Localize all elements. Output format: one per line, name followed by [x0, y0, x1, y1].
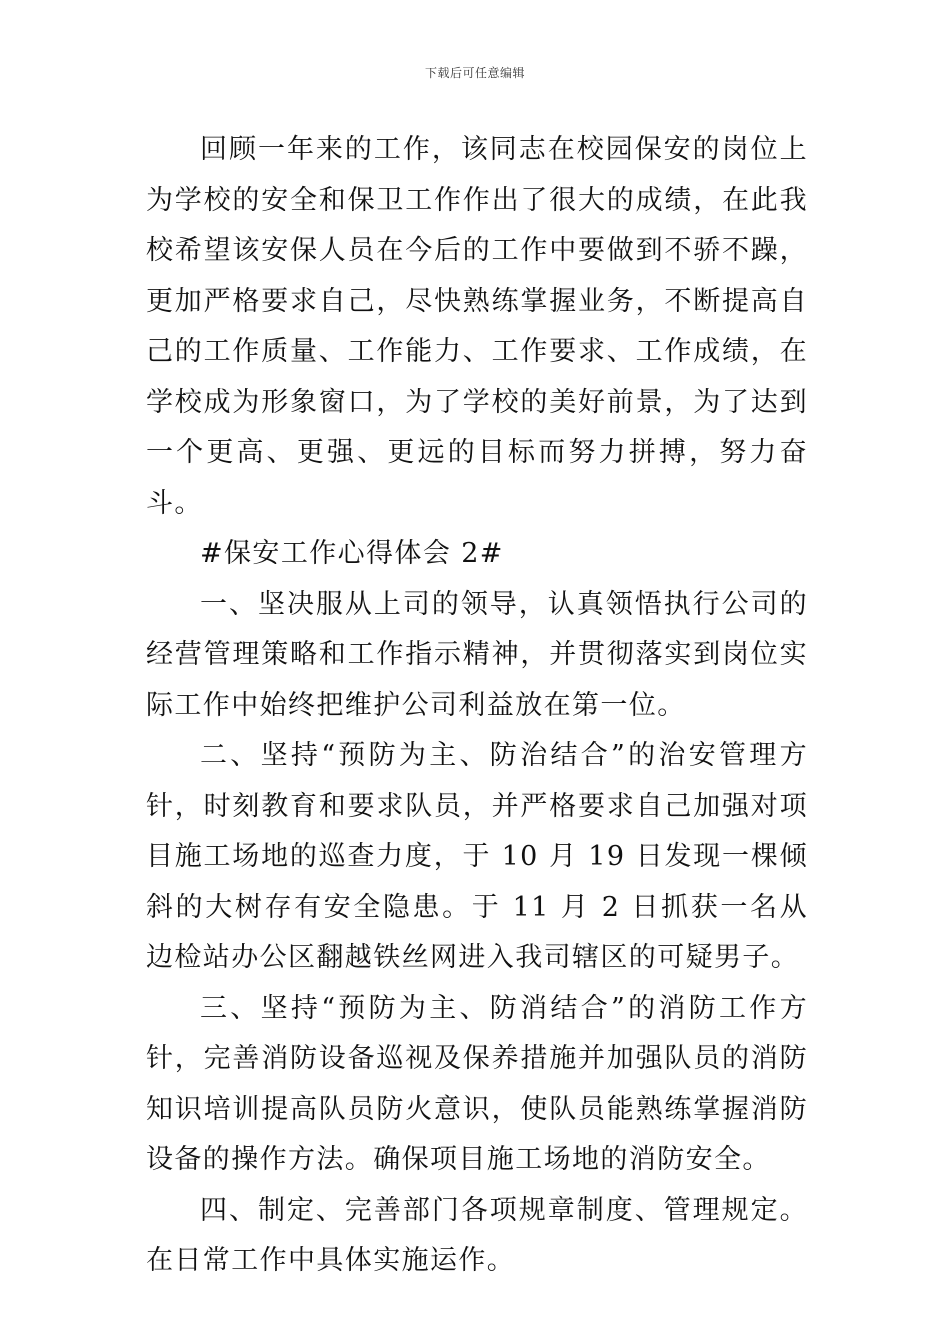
- paragraph-item-2: 二、坚持“预防为主、防治结合”的治安管理方针，时刻教育和要求队员，并严格要求自己加强对项目施工场地的巡查力度，于 10 月 19 日发现一棵倾斜的大树存有安全隐患。于 11 月 2 日抓获一名从边检站办公区翻越铁丝网进入我司辖区的可疑男子。: [146, 740, 808, 973]
- document-body: [146, 125, 808, 1287]
- section-heading: #保安工作心得体会 2#: [200, 538, 504, 569]
- paragraph-item-1: 一、坚决服从上司的领导，认真领悟执行公司的经营管理策略和工作指示精神，并贯彻落实到岗位实际工作中始终把维护公司利益放在第一位。: [146, 588, 808, 721]
- paragraph-item-3: 三、坚持“预防为主、防消结合”的消防工作方针，完善消防设备巡视及保养措施并加强队员的消防知识培训提高队员防火意识，使队员能熟练掌握消防设备的操作方法。确保项目施工场地的消防安全。: [146, 992, 808, 1175]
- page-header: 下载后可任意编辑: [424, 66, 525, 80]
- paragraph-item-4: 四、制定、完善部门各项规章制度、管理规定。在日常工作中具体实施运作。: [146, 1194, 808, 1276]
- paragraph-review: 回顾一年来的工作，该同志在校园保安的岗位上为学校的安全和保卫工作作出了很大的成绩，在此我校希望该安保人员在今后的工作中要做到不骄不躁，更加严格要求自己，尽快熟练掌握业务，不断提高自己的工作质量、工作能力、工作要求、工作成绩，在学校成为形象窗口，为了学校的美好前景，为了达到一个更高、更强、更远的目标而努力拼搏，努力奋斗。: [146, 134, 808, 519]
